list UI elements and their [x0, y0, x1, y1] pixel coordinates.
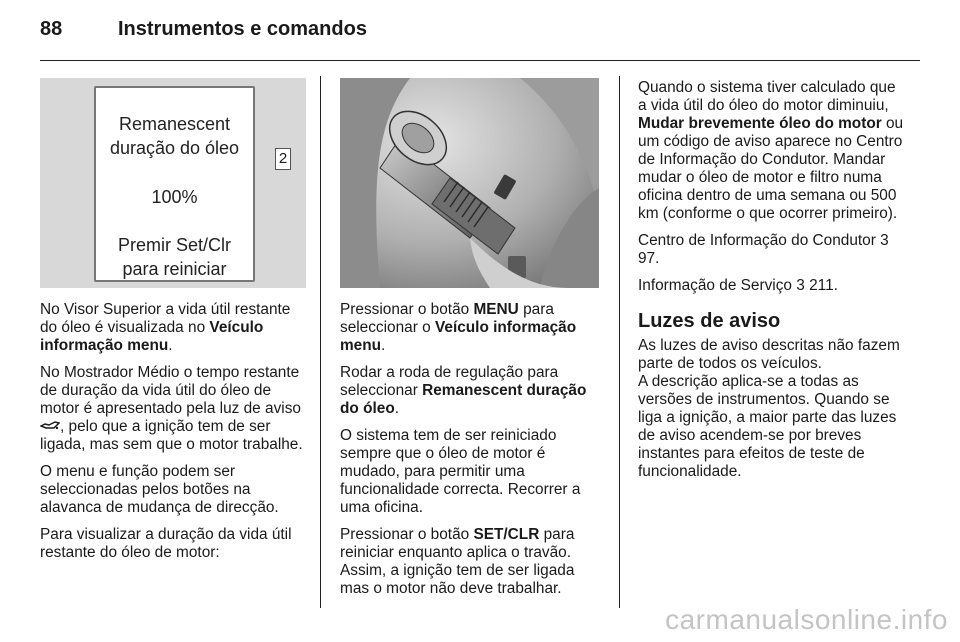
paragraph: O menu e função podem ser seleccionadas pelos botões na alavanca de mudança de direcção. [40, 463, 279, 516]
paragraph: Centro de Informação do Condutor 3 97. [638, 232, 889, 267]
menu-name: Veículo informação menu [40, 319, 264, 354]
menu-name: Veículo informação menu [340, 319, 577, 354]
section-heading: Luzes de aviso [638, 310, 781, 332]
column-divider-2 [619, 76, 620, 608]
display-callout-number: 2 [275, 148, 291, 170]
section-title: Instrumentos e comandos [118, 18, 367, 40]
turn-signal-stalk-illustration [340, 78, 599, 288]
header-rule [40, 60, 920, 61]
column-2 [340, 301, 606, 607]
display-line-4: Premir Set/Clr [117, 235, 231, 255]
page-header [40, 18, 367, 48]
display-line-1: Remanescent [118, 114, 231, 134]
paragraph: Quando o sistema tiver calculado que a vida útil do óleo do motor diminuiu, Mudar brevemente óleo do motor ou um código de aviso aparece no Centro de Informação do Condutor. Mandar mudar o óleo de motor e filtro numa oficina dentro de uma semana ou 500 km (conforme o que ocorrer primeiro). [638, 79, 904, 222]
display-line-5: para reiniciar [122, 259, 227, 279]
watermark: carmanualsonline.info [665, 604, 948, 635]
paragraph: Informação de Serviço 3 211. [638, 277, 838, 294]
button-name: MENU [473, 301, 519, 318]
display-screen [94, 86, 255, 282]
paragraph: No Mostrador Médio o tempo restante de duração da vida útil do óleo de motor é apresentado pela luz de aviso , pelo que a ignição tem de ser ligada, mas sem que o motor trabalhe. [40, 364, 303, 453]
column-1 [40, 301, 308, 571]
page-ref-arrow-icon: 3 [796, 277, 805, 294]
paragraph: Rodar a roda de regulação para seleccionar Remanescent duração do óleo. [340, 364, 587, 417]
paragraph: O sistema tem de ser reiniciado sempre que o óleo de motor é mudado, para permitir uma funcionalidade correcta. Recorrer a uma oficina. [340, 427, 581, 516]
page-ref[interactable]: 97 [638, 250, 656, 267]
column-3 [638, 79, 906, 490]
paragraph: Pressionar o botão SET/CLR para reiniciar enquanto aplica o travão. Assim, a ignição tem de ser ligada mas o motor não deve trabalhar. [340, 526, 575, 597]
message-name: Mudar brevemente óleo do motor [638, 115, 882, 132]
oil-life-display-figure [40, 78, 306, 288]
stalk-figure [340, 78, 599, 288]
menu-name: Remanescent duração do óleo [340, 382, 587, 417]
page-ref-arrow-icon: 3 [880, 232, 889, 249]
paragraph: A descrição aplica-se a todas as versões de instrumentos. Quando se liga a ignição, a maior parte das luzes de aviso acendem-se por breves instantes para efeitos de teste de funcionalidade. [638, 373, 897, 480]
page-number: 88 [40, 18, 63, 40]
display-line-2: duração do óleo [109, 138, 240, 158]
paragraph: Para visualizar a duração da vida útil restante do óleo de motor: [40, 526, 292, 561]
column-divider-1 [320, 76, 321, 608]
oil-warning-icon [40, 418, 60, 435]
paragraph: No Visor Superior a vida útil restante do óleo é visualizada no Veículo informação menu. [40, 301, 291, 354]
paragraph: Pressionar o botão MENU para seleccionar o Veículo informação menu. [340, 301, 577, 354]
display-value: 100% [151, 187, 198, 207]
paragraph: As luzes de aviso descritas não fazem parte de todos os veículos. [638, 337, 900, 372]
page-ref[interactable]: 211 [809, 277, 834, 294]
button-name: SET/CLR [473, 526, 540, 543]
